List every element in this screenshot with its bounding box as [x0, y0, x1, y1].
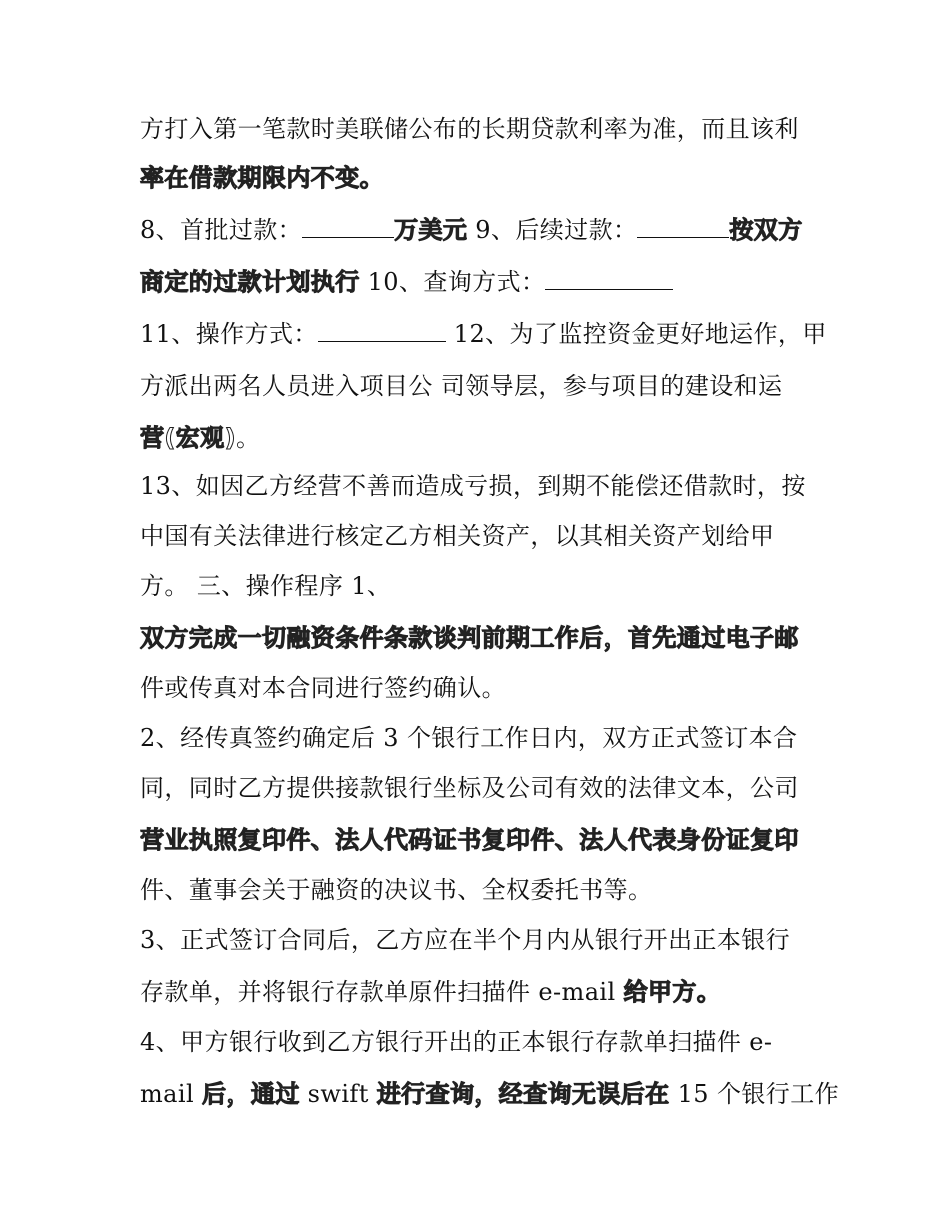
text-segment: mail [140, 1080, 203, 1108]
text-segment: 营业执照复印件、法人代码证书复印件、法人代表身份证复印 [140, 826, 799, 854]
text-segment: 中国有关法律进行核定乙方相关资产，以其相关资产划给甲 [140, 522, 775, 550]
text-segment: 存款单，并将银行存款单原件扫描件 e-mail [140, 978, 624, 1006]
text-segment: 进行查询，经查询无误后在 [376, 1080, 670, 1108]
text-segment: 率在借款期限内不变。 [140, 164, 384, 192]
text-line [140, 162, 384, 194]
text-line [140, 370, 782, 402]
text-segment: 11、操作方式： [140, 320, 318, 348]
text-segment: 10、查询方式： [359, 268, 546, 296]
text-line [140, 113, 799, 145]
text-segment: 双方完成一切融资条件条款谈判前期工作后，首先通过电子邮 [140, 624, 799, 652]
text-line [140, 266, 673, 298]
text-line [140, 976, 721, 1008]
text-segment: 同，同时乙方提供接款银行坐标及公司有效的法律文本，公司 [140, 774, 799, 802]
text-segment: 按双方 [729, 216, 803, 244]
text-segment: 件、董事会关于融资的决议书、全权委托书等。 [140, 876, 653, 904]
text-line [140, 772, 799, 804]
text-segment: 12、为了监控资金更好地运作，甲 [445, 320, 827, 348]
text-segment: 商定的过款计划执行 [140, 268, 360, 296]
text-line [140, 570, 391, 602]
text-segment: swift [299, 1080, 377, 1108]
text-line [140, 722, 797, 754]
text-line [140, 622, 799, 654]
text-segment: 3、正式签订合同后，乙方应在半个月内从银行开出正本银行 [140, 926, 791, 954]
fill-in-blank [302, 217, 394, 238]
text-segment: 后，通过 [202, 1080, 300, 1108]
text-segment: 8、首批过款： [140, 216, 303, 244]
text-segment: 2、经传真签约确定后 3 个银行工作日内，双方正式签订本合 [140, 724, 798, 752]
text-line [140, 318, 827, 350]
text-line [140, 874, 652, 906]
text-line [140, 1026, 772, 1058]
text-segment: 15 个银行工作 [669, 1080, 839, 1108]
text-line [140, 470, 806, 502]
text-line [140, 1078, 839, 1110]
text-segment: 给甲方。 [623, 978, 722, 1006]
text-segment: 4、甲方银行收到乙方银行开出的正本银行存款单扫描件 e- [140, 1028, 773, 1056]
text-segment: 方。 三、操作程序 1、 [140, 572, 392, 600]
text-line [140, 214, 803, 246]
text-segment: 9、后续过款： [467, 216, 638, 244]
text-line [140, 422, 260, 454]
text-segment: 。 [235, 424, 261, 452]
text-segment: 方打入第一笔款时美联储公布的长期贷款利率为准，而且该利 [140, 115, 799, 143]
fill-in-blank [318, 321, 446, 342]
text-segment: 方派出两名人员进入项目公 司领导层，参与项目的建设和运 [140, 372, 783, 400]
fill-in-blank [545, 269, 673, 290]
fill-in-blank [637, 217, 729, 238]
text-line [140, 924, 790, 956]
text-segment: 13、如因乙方经营不善而造成亏损，到期不能偿还借款时，按 [140, 472, 806, 500]
text-segment: 件或传真对本合同进行签约确认。 [140, 674, 506, 702]
text-line [140, 672, 506, 704]
text-line [140, 824, 799, 856]
text-line [140, 520, 774, 552]
text-segment: 营(宏观) [140, 424, 236, 452]
text-segment: 万美元 [394, 216, 468, 244]
